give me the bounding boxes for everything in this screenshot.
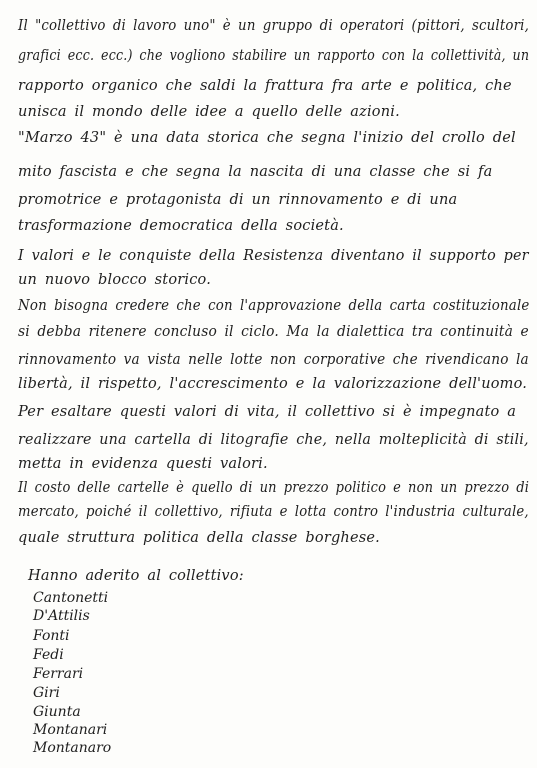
text-line-18: Il costo delle cartelle è quello di un prezzo politico e non un prezzo di (18, 480, 530, 496)
text-line-8: trasformazione democratica della società. (18, 218, 344, 234)
text-line-16: realizzare una cartella di litografie che, nella molteplicità di stili, (18, 432, 529, 448)
member-name: Montanari (33, 722, 108, 738)
text-line-17: metta in evidenza questi valori. (18, 456, 268, 472)
text-line-13: rinnovamento va vista nelle lotte non corporative che rivendicano la (18, 352, 529, 368)
text-line-20: quale struttura politica della classe borghese. (18, 530, 380, 546)
text-line-15: Per esaltare questi valori di vita, il collettivo si è impegnato a (18, 404, 517, 420)
member-name: Giri (33, 685, 60, 701)
text-line-3: rapporto organico che saldi la frattura fra arte e politica, che (18, 78, 512, 94)
member-name: Montanaro (33, 740, 112, 756)
member-name: Ferrari (33, 666, 84, 682)
text-line-2: grafici ecc. ecc.) che vogliono stabilire un rapporto con la collettività, un (18, 48, 530, 64)
member-name: Cantonetti (33, 590, 109, 606)
text-line-9: I valori e le conquiste della Resistenza diventano il supporto per (18, 248, 529, 264)
text-line-14: libertà, il rispetto, l'accrescimento e la valorizzazione dell'uomo. (18, 376, 528, 392)
member-name: Fonti (33, 628, 70, 644)
text-line-4: unisca il mondo delle idee a quello delle azioni. (18, 104, 400, 120)
text-line-11: Non bisogna credere che con l'approvazione della carta costituzionale (18, 298, 530, 314)
text-line-12: si debba ritenere concluso il ciclo. Ma la dialettica tra continuità e (18, 324, 529, 340)
members-heading: Hanno aderito al collettivo: (28, 568, 244, 584)
text-line-19: mercato, poiché il collettivo, rifiuta e lotta contro l'industria culturale, (18, 504, 529, 520)
text-line-7: promotrice e protagonista di un rinnovamento e di una (18, 192, 458, 208)
text-line-10: un nuovo blocco storico. (18, 272, 212, 288)
text-line-5: "Marzo 43" è una data storica che segna l'inizio del crollo del (18, 130, 516, 146)
member-name: Fedi (33, 647, 64, 663)
text-line-1: Il "collettivo di lavoro uno" è un gruppo di operatori (pittori, scultori, (18, 18, 530, 34)
member-name: D'Attilis (33, 608, 90, 624)
text-line-6: mito fascista e che segna la nascita di una classe che si fa (18, 164, 493, 180)
member-name: Giunta (33, 704, 81, 720)
